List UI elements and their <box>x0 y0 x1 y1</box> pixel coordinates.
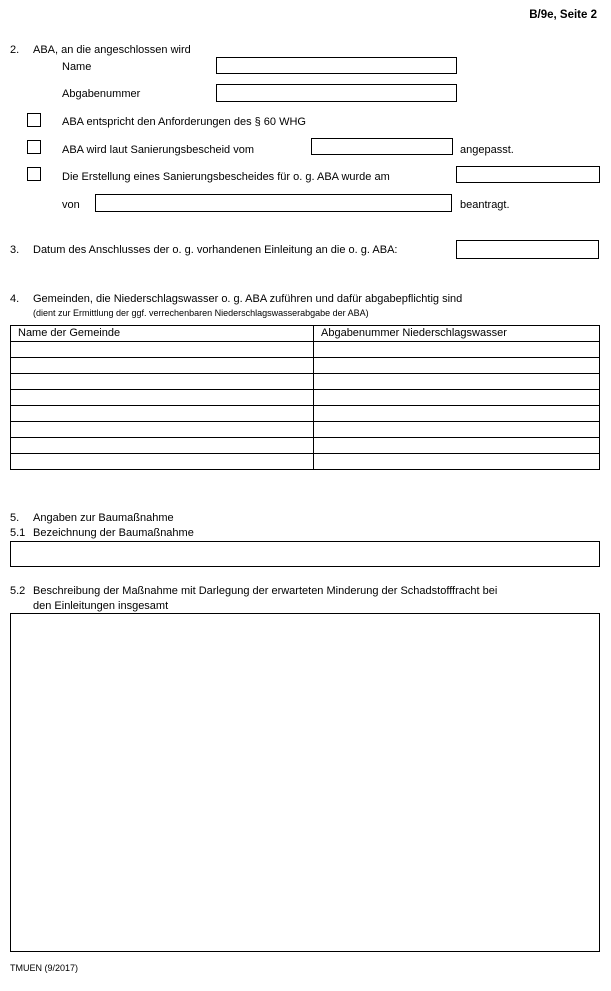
abgabenummer-cell[interactable] <box>314 422 600 438</box>
gemeinde-table-row <box>11 438 600 454</box>
section3-number: 3. <box>10 244 20 256</box>
section2-number: 2. <box>10 44 20 56</box>
section5-1-number: 5.1 <box>10 527 26 539</box>
sanierungsbescheid-datum-input[interactable] <box>311 138 453 155</box>
abgabenummer-cell[interactable] <box>314 342 600 358</box>
abgabenummer-label: Abgabenummer <box>62 88 141 100</box>
section3-title: Datum des Anschlusses der o. g. vorhandenen Einleitung an die o. g. ABA: <box>33 244 398 256</box>
gemeinde-name-cell[interactable] <box>11 342 314 358</box>
von-input[interactable] <box>95 194 452 212</box>
gemeinde-table <box>10 325 600 470</box>
section4-number: 4. <box>10 293 20 305</box>
gemeinde-table-row <box>11 342 600 358</box>
gemeinde-table-row <box>11 390 600 406</box>
angepasst-label: angepasst. <box>460 144 514 156</box>
gemeinde-table-row <box>11 454 600 470</box>
beschreibung-massnahme-textarea[interactable] <box>10 613 600 952</box>
name-input[interactable] <box>216 57 457 74</box>
abgabenummer-cell[interactable] <box>314 374 600 390</box>
erstellung-checkbox[interactable] <box>27 167 41 181</box>
section2-title: ABA, an die angeschlossen wird <box>33 44 191 56</box>
sanierungsbescheid-checkbox-label: ABA wird laut Sanierungsbescheid vom <box>62 144 254 156</box>
abgabenummer-cell[interactable] <box>314 358 600 374</box>
section5-1-title: Bezeichnung der Baumaßnahme <box>33 527 194 539</box>
gemeinde-name-cell[interactable] <box>11 358 314 374</box>
gemeinde-name-cell[interactable] <box>11 438 314 454</box>
abgabenummer-cell[interactable] <box>314 390 600 406</box>
gemeinde-name-cell[interactable] <box>11 454 314 470</box>
gemeinde-name-cell[interactable] <box>11 406 314 422</box>
gemeinde-table-row <box>11 374 600 390</box>
gemeinde-name-cell[interactable] <box>11 422 314 438</box>
page-footer: TMUEN (9/2017) <box>10 963 79 973</box>
gemeinde-table-row <box>11 406 600 422</box>
gemeinde-table-row <box>11 358 600 374</box>
whg-checkbox[interactable] <box>27 113 41 127</box>
section5-title: Angaben zur Baumaßnahme <box>33 512 174 524</box>
erstellung-checkbox-label: Die Erstellung eines Sanierungsbescheides für o. g. ABA wurde am <box>62 171 390 183</box>
gemeinde-name-cell[interactable] <box>11 374 314 390</box>
abgabenummer-input[interactable] <box>216 84 457 102</box>
whg-checkbox-label: ABA entspricht den Anforderungen des § 60 WHG <box>62 116 306 128</box>
section5-number: 5. <box>10 512 20 524</box>
gemeinde-table-header-row <box>11 326 600 342</box>
gemeinde-table-body <box>11 342 600 470</box>
abgabenummer-cell[interactable] <box>314 406 600 422</box>
table-header-gemeinde: Name der Gemeinde <box>11 326 314 342</box>
section5-2-title-line2: den Einleitungen insgesamt <box>33 600 169 612</box>
section4-title: Gemeinden, die Niederschlagswasser o. g. ABA zuführen und dafür abgabepflichtig sind <box>33 293 463 305</box>
sanierungsbescheid-checkbox[interactable] <box>27 140 41 154</box>
abgabenummer-cell[interactable] <box>314 438 600 454</box>
name-label: Name <box>62 61 92 73</box>
abgabenummer-cell[interactable] <box>314 454 600 470</box>
section4-note: (dient zur Ermittlung der ggf. verrechenbaren Niederschlagswasserabgabe der ABA) <box>33 308 369 318</box>
beantragt-label: beantragt. <box>460 199 510 211</box>
table-header-abgabenummer: Abgabenummer Niederschlagswasser <box>314 326 600 342</box>
erstellung-datum-input[interactable] <box>456 166 600 183</box>
gemeinde-name-cell[interactable] <box>11 390 314 406</box>
gemeinde-table-row <box>11 422 600 438</box>
section5-2-number: 5.2 <box>10 585 26 597</box>
section5-2-title-line1: Beschreibung der Maßnahme mit Darlegung der erwarteten Minderung der Schadstofffracht bei <box>33 585 498 597</box>
bezeichnung-baumassnahme-textarea[interactable] <box>10 541 600 567</box>
von-label: von <box>62 199 80 211</box>
page-header: B/9e, Seite 2 <box>529 9 597 21</box>
anschluss-datum-input[interactable] <box>456 240 599 259</box>
